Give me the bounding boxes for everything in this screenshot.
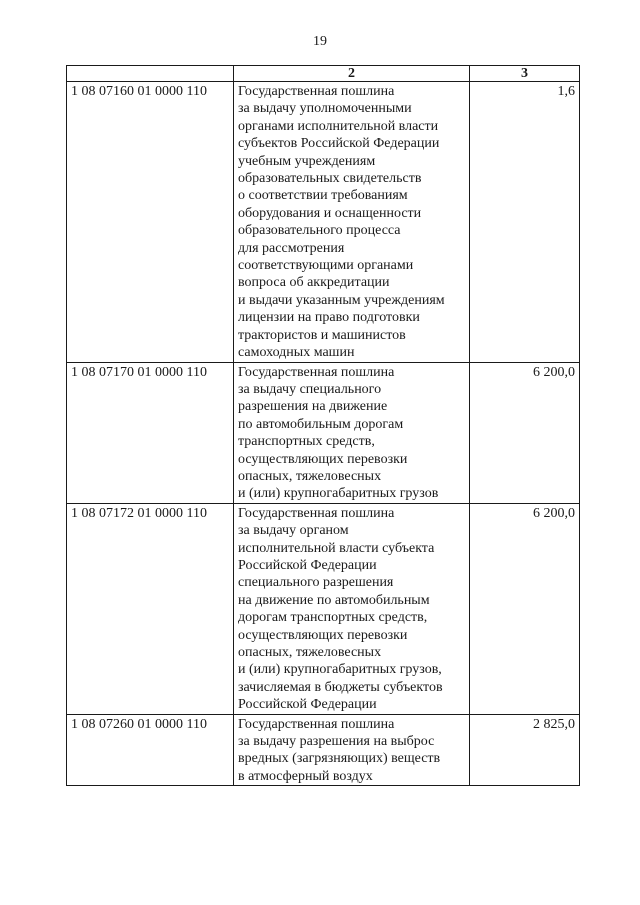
- budget-classification-code: 1 08 07170 01 0000 110: [67, 362, 234, 503]
- description-line: для рассмотрения: [238, 240, 345, 256]
- revenue-description: [234, 503, 470, 714]
- description-line: субъектов Российской Федерации: [238, 136, 440, 152]
- description-line: и (или) крупногабаритных грузов: [238, 486, 439, 502]
- description-line: за выдачу специального: [238, 381, 382, 397]
- description-line: осуществляющих перевозки: [238, 627, 408, 643]
- description-line: за выдачу уполномоченными: [238, 101, 412, 117]
- description-line: в атмосферный воздух: [238, 768, 373, 784]
- description-line: Государственная пошлина: [238, 84, 395, 99]
- description-line: исполнительной власти субъекта: [238, 540, 435, 556]
- description-line: трактористов и машинистов: [238, 327, 406, 343]
- description-line: образовательного процесса: [238, 223, 401, 239]
- description-line: на движение по автомобильным: [238, 592, 430, 608]
- description-line: вредных (загрязняющих) веществ: [238, 751, 441, 767]
- description-line: Государственная пошлина: [238, 505, 395, 521]
- description-line: соответствующими органами: [238, 258, 414, 274]
- table-row: [67, 362, 580, 503]
- description-line: вопроса об аккредитации: [238, 275, 390, 291]
- budget-revenue-table: [66, 65, 580, 786]
- description-line: транспортных средств,: [238, 434, 375, 450]
- table-body: [67, 82, 580, 786]
- description-line: лицензии на право подготовки: [238, 310, 420, 326]
- revenue-amount: 2 825,0: [470, 714, 580, 786]
- description-line: и (или) крупногабаритных грузов,: [238, 662, 442, 678]
- description-line: зачисляемая в бюджеты субъектов: [238, 679, 443, 695]
- description-line: опасных, тяжеловесных: [238, 468, 382, 484]
- description-line: за выдачу органом: [238, 523, 349, 539]
- description-line: образовательных свидетельств: [238, 171, 422, 187]
- budget-classification-code: 1 08 07172 01 0000 110: [67, 503, 234, 714]
- description-line: опасных, тяжеловесных: [238, 645, 382, 660]
- description-line: учебным учреждениям: [238, 153, 376, 169]
- revenue-description: [234, 714, 470, 786]
- column-header-code: [67, 66, 234, 82]
- table-row: [67, 82, 580, 363]
- revenue-description: [234, 82, 470, 363]
- description-line: специального разрешения: [238, 575, 394, 591]
- description-line: Российской Федерации: [238, 697, 377, 713]
- revenue-amount: 6 200,0: [470, 503, 580, 714]
- description-line: Государственная пошлина: [238, 364, 395, 380]
- description-line: и выдачи указанным учреждениям: [238, 292, 445, 308]
- description-line: дорогам транспортных средств,: [238, 610, 428, 626]
- page-number: 19: [313, 34, 327, 49]
- description-line: за выдачу разрешения на выброс: [238, 734, 435, 750]
- table-row: [67, 714, 580, 786]
- column-header-description: 2: [234, 66, 470, 82]
- description-line: органами исполнительной власти: [238, 118, 439, 134]
- description-line: самоходных машин: [238, 345, 355, 361]
- description-line: Российской Федерации: [238, 557, 377, 573]
- description-line: осуществляющих перевозки: [238, 451, 408, 467]
- revenue-amount: 6 200,0: [470, 362, 580, 503]
- description-line: о соответствии требованиям: [238, 188, 408, 204]
- column-header-amount: 3: [470, 66, 580, 82]
- description-line: по автомобильным дорогам: [238, 416, 404, 432]
- budget-classification-code: 1 08 07160 01 0000 110: [67, 82, 234, 363]
- revenue-amount: 1,6: [470, 82, 580, 363]
- table-row: [67, 503, 580, 714]
- description-line: Государственная пошлина: [238, 716, 395, 732]
- table-header-row: [67, 66, 580, 82]
- description-line: разрешения на движение: [238, 399, 388, 415]
- revenue-description: [234, 362, 470, 503]
- description-line: оборудования и оснащенности: [238, 205, 422, 221]
- budget-classification-code: 1 08 07260 01 0000 110: [67, 714, 234, 786]
